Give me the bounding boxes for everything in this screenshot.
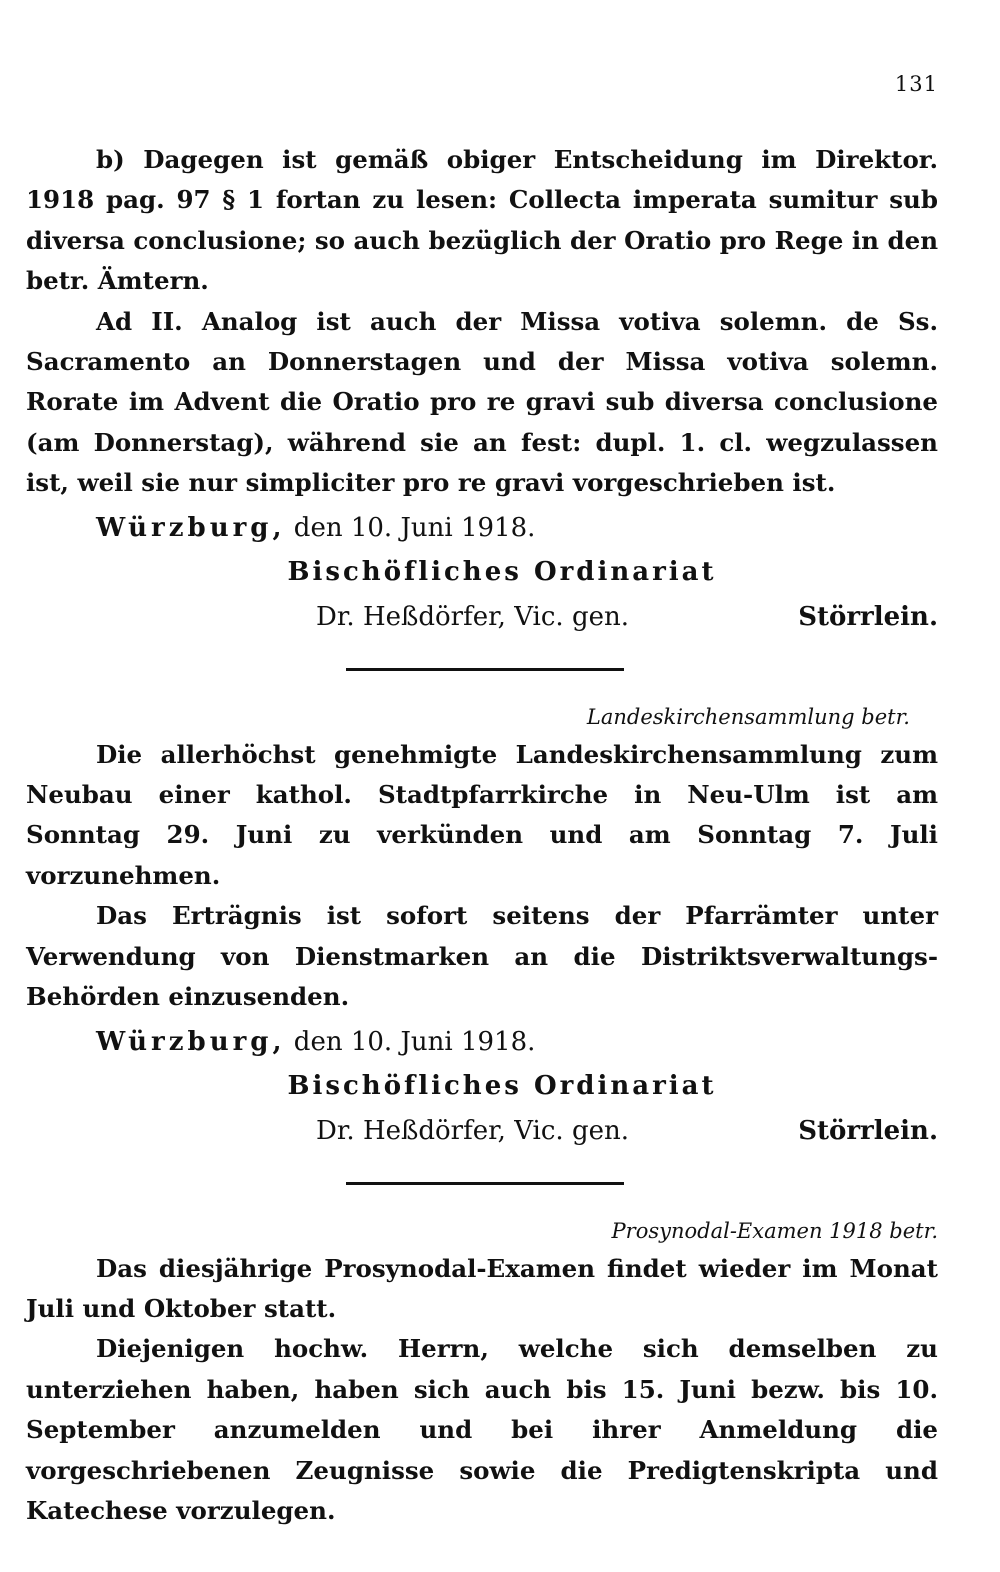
- section-divider: [346, 1182, 624, 1185]
- paragraph-b: b) Dagegen ist gemäß obiger Entscheidung im Direktor. 1918 pag. 97 § 1 fortan zu lesen: Collecta imperata sumitur sub diversa conclusione; so auch bezüglich der Oratio pro Rege in den betr. Ämtern.: [26, 145, 939, 296]
- signer-secretary: Störrlein.: [798, 601, 938, 632]
- date-text: den 10. Juni 1918.: [293, 512, 536, 543]
- place-date-line: [26, 1020, 938, 1064]
- subject-heading: Prosynodal-Examen 1918 betr.: [611, 1218, 938, 1243]
- page-content: [26, 140, 938, 1531]
- signature-row: [26, 594, 938, 640]
- date-text: den 10. Juni 1918.: [293, 1026, 536, 1057]
- section-divider: [346, 668, 624, 671]
- office-name: Bischöfliches Ordinariat: [287, 1070, 717, 1101]
- page-number: 131: [894, 72, 938, 96]
- place-name: Würzburg,: [96, 512, 286, 543]
- place-name: Würzburg,: [96, 1026, 286, 1057]
- signer-vicar-general: Dr. Heßdörfer, Vic. gen.: [316, 1115, 629, 1146]
- office-name: Bischöfliches Ordinariat: [287, 556, 717, 587]
- signer-vicar-general: Dr. Heßdörfer, Vic. gen.: [316, 601, 629, 632]
- paragraph-ad-ii: Ad II. Analog ist auch der Missa votiva solemn. de Ss. Sacramento an Donnerstagen und der Missa votiva solemn. Rorate im Advent die Oratio pro re gravi sub diversa conclusione (am Donnerstag), während sie an fest: dupl. 1. cl. wegzulassen ist, weil sie nur simpliciter pro re gravi vorgeschrieben ist.: [26, 306, 938, 498]
- paragraph-registration: Diejenigen hochw. Herrn, welche sich demselben zu unterziehen haben, haben sich auch bis 15. Juni bezw. bis 10. September anzumelden und bei ihrer Anmeldung die vorgeschriebenen Zeugnisse sowie die Predigtenskripta und Katechese vorzulegen.: [26, 1334, 938, 1525]
- signer-secretary: Störrlein.: [798, 1115, 938, 1146]
- paragraph-collection: Die allerhöchst genehmigte Landeskirchensammlung zum Neubau einer kathol. Stadtpfarrkirche in Neu-Ulm ist am Sonntag 29. Juni zu verkünden und am Sonntag 7. Juli vorzunehmen.: [26, 739, 938, 890]
- paragraph-exam: Das diesjährige Prosynodal-Examen findet wieder im Monat Juli und Oktober statt.: [26, 1253, 938, 1323]
- place-date-line: [26, 506, 938, 550]
- signature-row: [26, 1108, 938, 1154]
- paragraph-proceeds: Das Erträgnis ist sofort seitens der Pfarrämter unter Verwendung von Dienstmarken an die Distriktsverwaltungs-Behörden einzusenden.: [26, 901, 938, 1012]
- subject-heading: Landeskirchensammlung betr.: [586, 704, 910, 729]
